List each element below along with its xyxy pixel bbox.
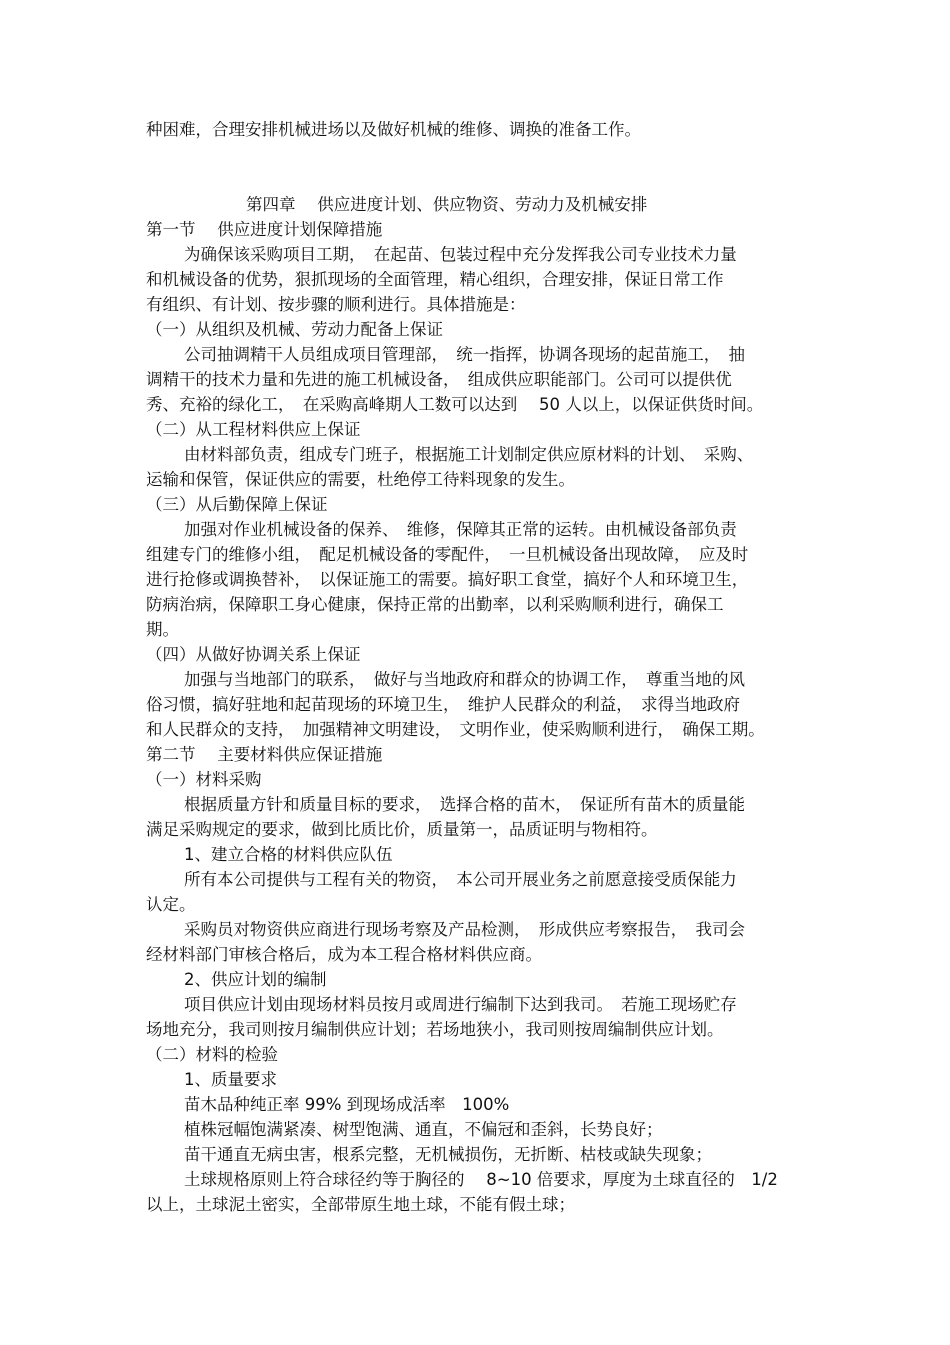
text-line: 经材料部门审核合格后，成为本工程合格材料供应商。 bbox=[146, 945, 542, 964]
text-line: 项目供应计划由现场材料员按月或周进行编制下达到我司。 若施工现场贮存 bbox=[184, 995, 737, 1014]
subsection-heading: （一）从组织及机械、劳动力配备上保证 bbox=[146, 320, 443, 339]
text-line: 加强对作业机械设备的保养、 维修，保障其正常的运转。由机械设备部负责 bbox=[184, 520, 737, 539]
text-line: 种困难，合理安排机械进场以及做好机械的维修、调换的准备工作。 bbox=[146, 120, 641, 139]
text-line: 为确保该采购项目工期， 在起苗、包装过程中充分发挥我公司专业技术力量 bbox=[184, 245, 737, 264]
chapter-heading: 第四章 供应进度计划、供应物资、劳动力及机械安排 bbox=[246, 195, 648, 214]
list-item-heading: 1、质量要求 bbox=[184, 1070, 277, 1089]
list-item-heading: 1、建立合格的材料供应队伍 bbox=[184, 845, 393, 864]
text-line: 所有本公司提供与工程有关的物资， 本公司开展业务之前愿意接受质保能力 bbox=[184, 870, 737, 889]
text-line: 认定。 bbox=[146, 895, 196, 914]
section-heading: 第二节 主要材料供应保证措施 bbox=[146, 745, 383, 764]
text-line: 根据质量方针和质量目标的要求， 选择合格的苗木， 保证所有苗木的质量能 bbox=[184, 795, 745, 814]
subsection-heading: （四）从做好协调关系上保证 bbox=[146, 645, 361, 664]
text-line: 土球规格原则上符合球径约等于胸径的 8~10 倍要求，厚度为土球直径的 1/2 bbox=[184, 1170, 778, 1189]
text-line: 调精干的技术力量和先进的施工机械设备， 组成供应职能部门。公司可以提供优 bbox=[146, 370, 732, 389]
subsection-heading: （二）材料的检验 bbox=[146, 1045, 278, 1064]
section-heading: 第一节 供应进度计划保障措施 bbox=[146, 220, 383, 239]
list-item-heading: 2、供应计划的编制 bbox=[184, 970, 327, 989]
text-line: 进行抢修或调换替补， 以保证施工的需要。搞好职工食堂，搞好个人和环境卫生， bbox=[146, 570, 749, 589]
text-line: 运输和保管，保证供应的需要，杜绝停工待料现象的发生。 bbox=[146, 470, 575, 489]
text-line: 场地充分，我司则按月编制供应计划；若场地狭小，我司则按周编制供应计划。 bbox=[146, 1020, 724, 1039]
text-line: 以上，土球泥土密实，全部带原生地土球，不能有假土球； bbox=[146, 1195, 575, 1214]
text-line: 秀、充裕的绿化工， 在采购高峰期人工数可以达到 50 人以上，以保证供货时间。 bbox=[146, 395, 764, 414]
subsection-heading: （三）从后勤保障上保证 bbox=[146, 495, 328, 514]
text-line: 苗干通直无病虫害，根系完整，无机械损伤，无折断、枯枝或缺失现象； bbox=[184, 1145, 712, 1164]
text-line: 组建专门的维修小组， 配足机械设备的零配件， 一旦机械设备出现故障， 应及时 bbox=[146, 545, 749, 564]
text-line: 由材料部负责，组成专门班子，根据施工计划制定供应原材料的计划、 采购、 bbox=[184, 445, 754, 464]
text-line: 加强与当地部门的联系， 做好与当地政府和群众的协调工作， 尊重当地的风 bbox=[184, 670, 745, 689]
text-line: 采购员对物资供应商进行现场考察及产品检测， 形成供应考察报告， 我司会 bbox=[184, 920, 745, 939]
text-line: 公司抽调精干人员组成项目管理部， 统一指挥，协调各现场的起苗施工， 抽 bbox=[184, 345, 745, 364]
text-line: 苗木品种纯正率 99% 到现场成活率 100% bbox=[184, 1095, 510, 1114]
text-line: 和机械设备的优势，狠抓现场的全面管理，精心组织，合理安排，保证日常工作 bbox=[146, 270, 724, 289]
text-line: 防病治病，保障职工身心健康，保持正常的出勤率，以利采购顺利进行，确保工 bbox=[146, 595, 724, 614]
text-line: 和人民群众的支持， 加强精神文明建设， 文明作业，使采购顺利进行， 确保工期。 bbox=[146, 720, 765, 739]
text-line: 植株冠幅饱满紧凑、树型饱满、通直，不偏冠和歪斜，长势良好； bbox=[184, 1120, 663, 1139]
text-line: 俗习惯，搞好驻地和起苗现场的环境卫生， 维护人民群众的利益， 求得当地政府 bbox=[146, 695, 740, 714]
subsection-heading: （一）材料采购 bbox=[146, 770, 262, 789]
text-line: 满足采购规定的要求，做到比质比价，质量第一，品质证明与物相符。 bbox=[146, 820, 658, 839]
text-line: 有组织、有计划、按步骤的顺利进行。具体措施是： bbox=[146, 295, 526, 314]
text-line: 期。 bbox=[146, 620, 179, 639]
subsection-heading: （二）从工程材料供应上保证 bbox=[146, 420, 361, 439]
